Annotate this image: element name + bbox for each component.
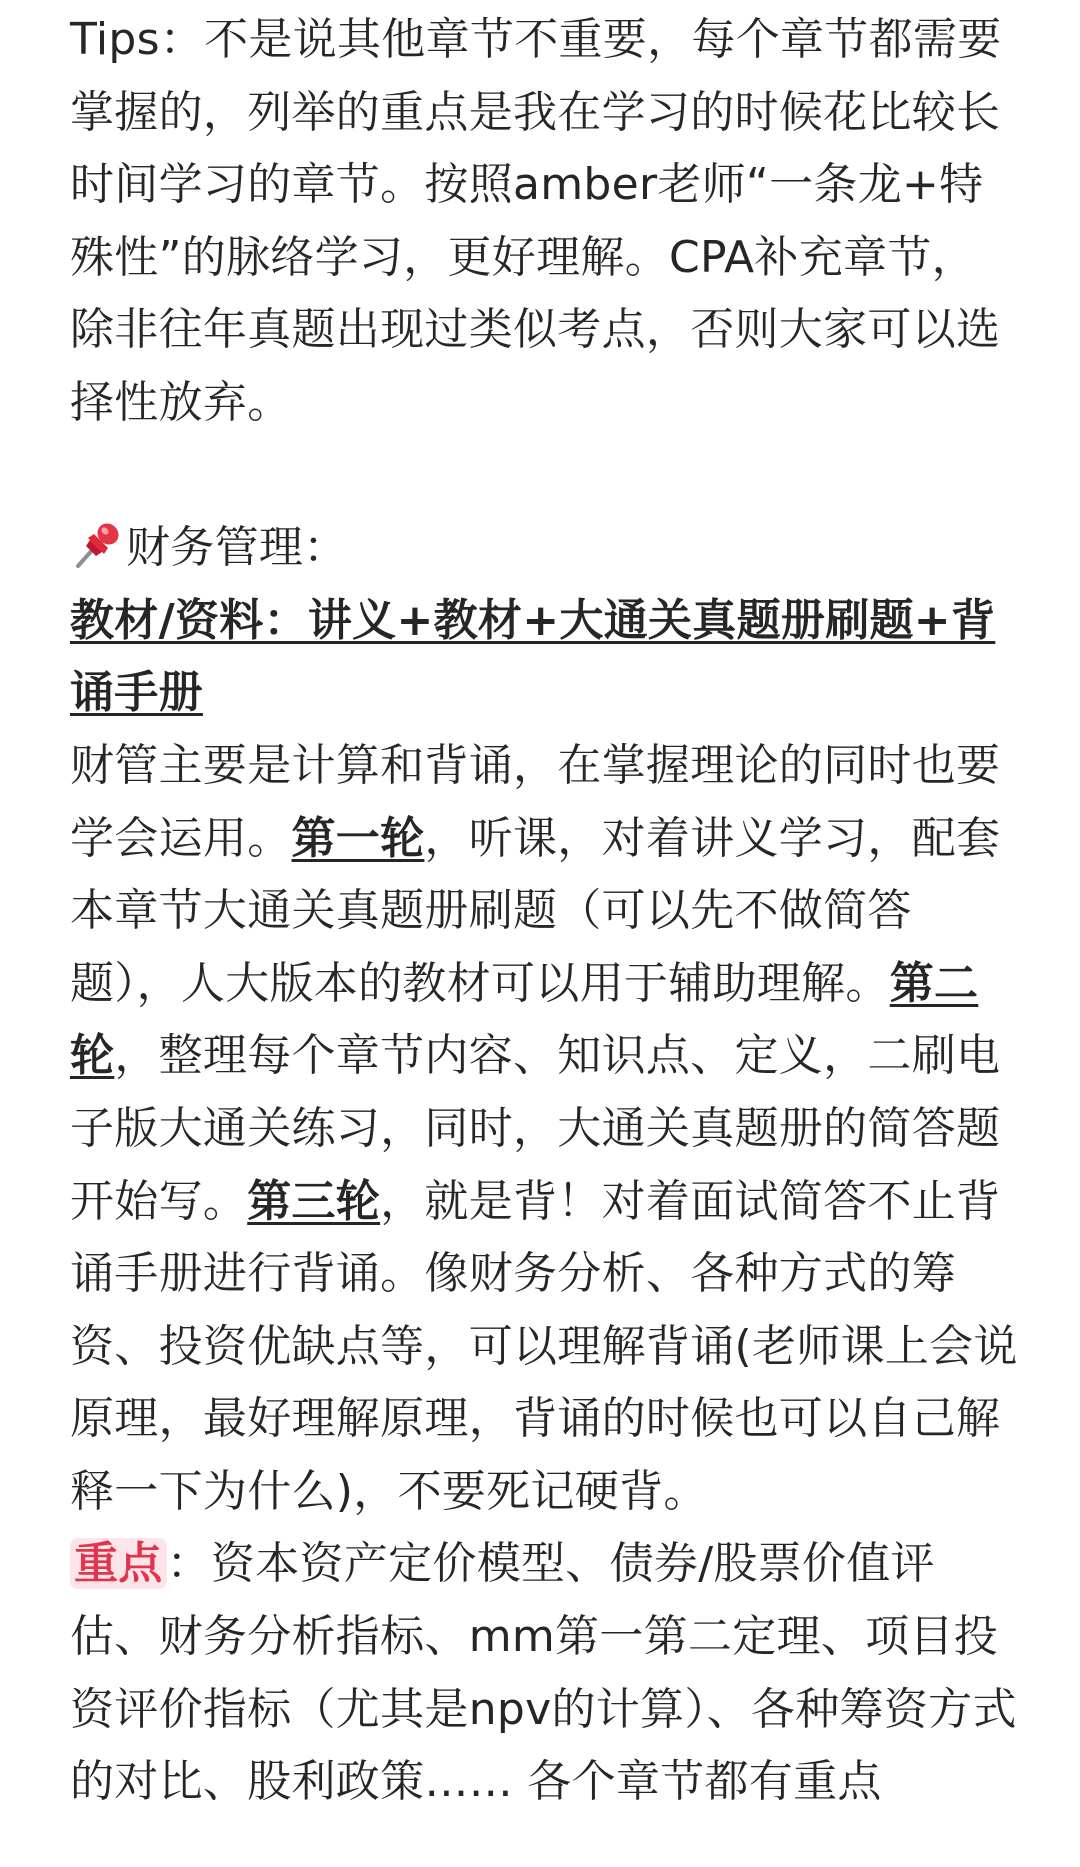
round1-label: 第一轮	[291, 812, 425, 864]
round3-label: 第三轮	[247, 1175, 381, 1227]
round3-text: ，就是背！对着面试简答不止背诵手册进行背诵。像财务分析、各种方式的筹资、投资优缺点等，可以理解背诵(老师课上会说原理，最好理解原理，背诵的时候也可以自己解释一下为什么)，不要死记硬背。	[70, 1175, 1018, 1517]
paragraph-spacer	[70, 440, 1020, 513]
intro-text: 财管主要是计算和背诵，在掌握理论的同时也要学会运用。	[70, 739, 1001, 864]
pushpin-icon	[70, 518, 124, 572]
tips-paragraph: Tips：不是说其他章节不重要，每个章节都需要掌握的，列举的重点是我在学习的时候花比较长时间学习的章节。按照amber老师“一条龙+特殊性”的脉络学习，更好理解。CPA补充章节，除非往年真题出现过类似考点，否则大家可以选择性放弃。	[70, 14, 1002, 428]
materials-line	[70, 585, 1020, 730]
round2-text: ，整理每个章节内容、知识点、定义，二刷电子版大通关练习，同时，大通关真题册的简答题开始写。	[70, 1030, 1001, 1227]
round2-label: 第二轮	[70, 957, 979, 1082]
round1-text: ，听课，对着讲义学习，配套本章节大通关真题册刷题（可以先不做简答题），人大版本的教材可以用于辅助理解。	[70, 812, 1001, 1009]
study-plan-paragraph	[70, 730, 1020, 1529]
keypoints-highlight: 重点	[70, 1538, 167, 1589]
keypoints-paragraph	[70, 1528, 1020, 1818]
keypoints-text: ：资本资产定价模型、债券/股票价值评估、财务分析指标、mm第一第二定理、项目投资评价指标（尤其是npv的计算）、各种筹资方式的对比、股利政策…… 各个章节都有重点	[70, 1538, 1017, 1808]
section-title: 财务管理：	[126, 522, 348, 574]
note-content	[70, 4, 1020, 1819]
materials-text: 教材/资料：讲义+教材+大通关真题册刷题+背诵手册	[70, 594, 996, 719]
section-heading	[70, 512, 1020, 585]
